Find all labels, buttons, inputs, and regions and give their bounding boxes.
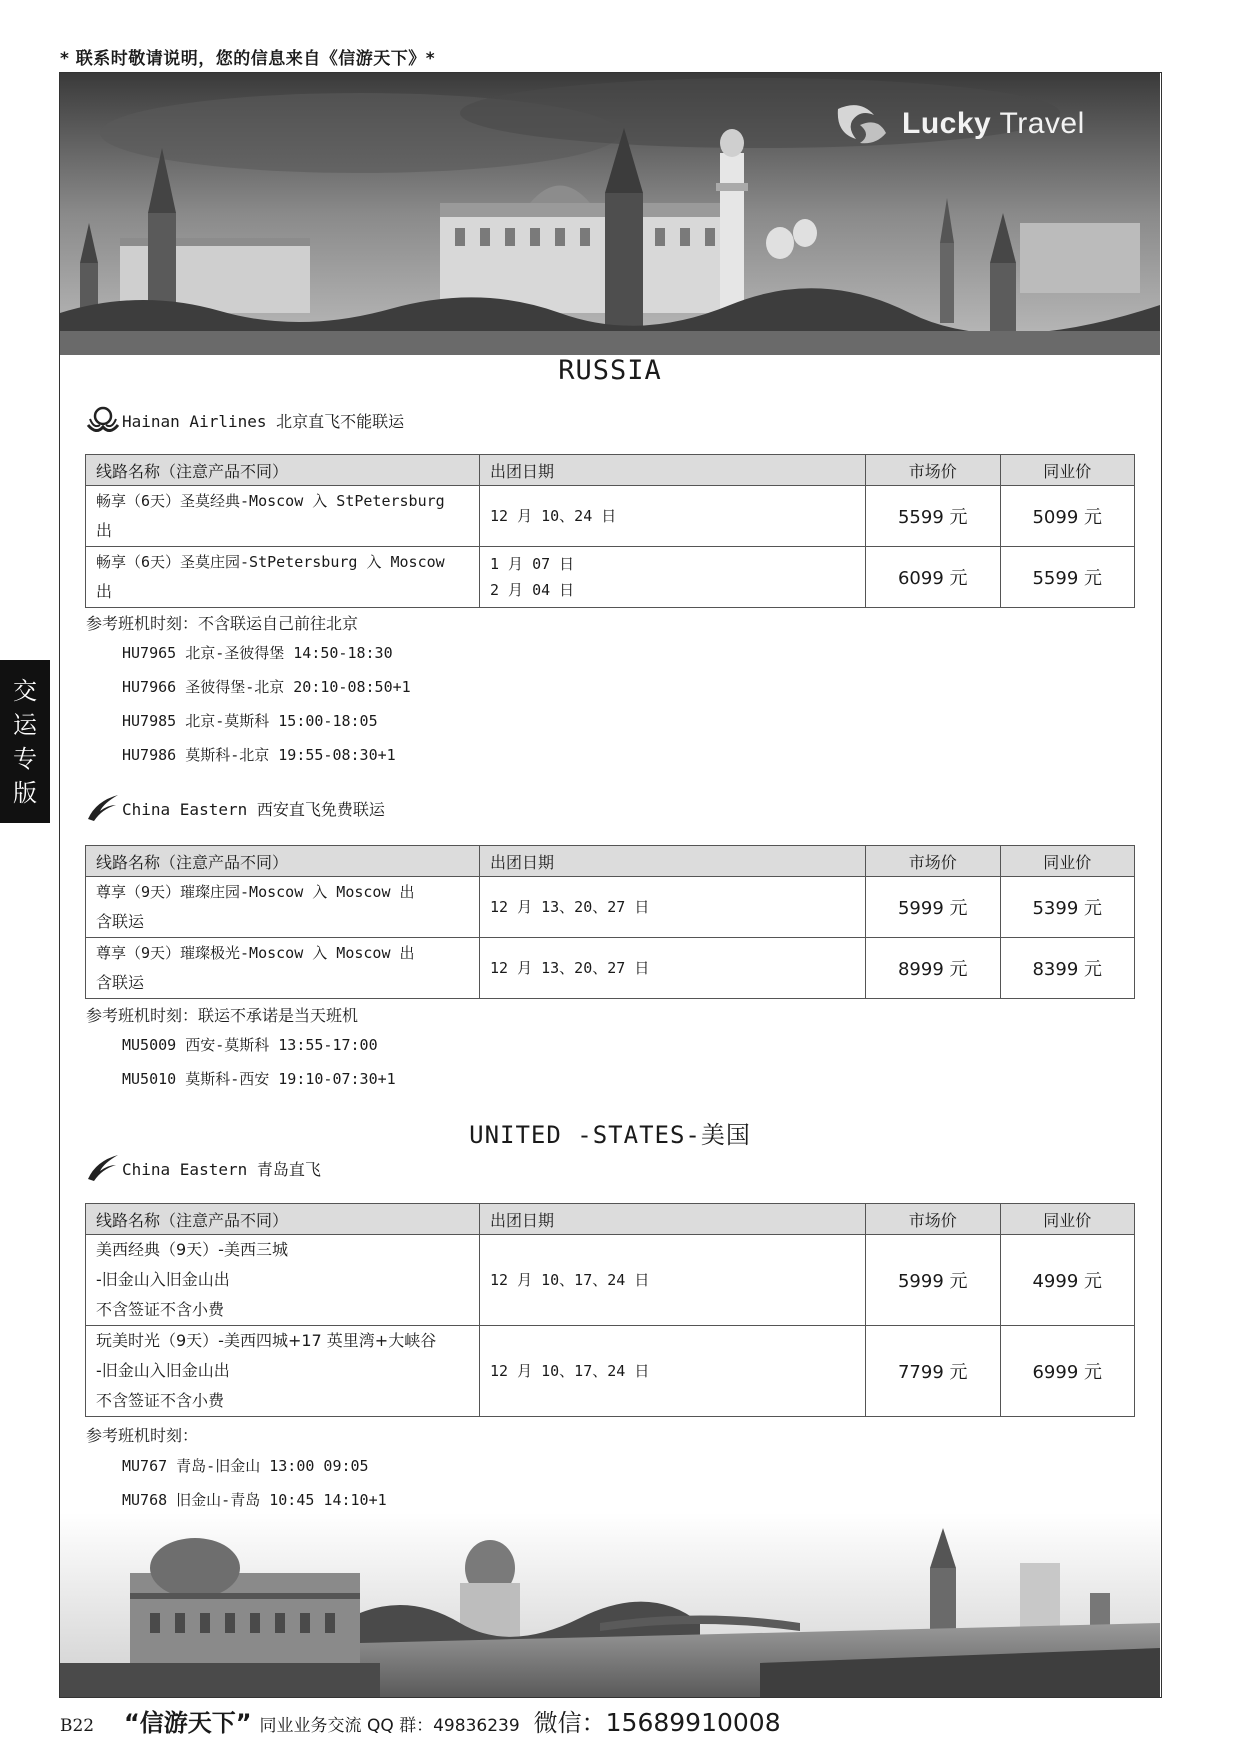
trade-price: 5399 元: [1000, 877, 1135, 938]
page-frame: [59, 72, 1162, 1698]
wechat-label: 微信：: [533, 1709, 606, 1737]
hainan-routes-table: [85, 454, 1135, 608]
lucky-travel-logo: [830, 99, 1085, 149]
wechat-number: 15689910008: [605, 1708, 781, 1737]
page-number: B22: [60, 1716, 95, 1736]
date-header: 出团日期: [480, 846, 866, 877]
usa-routes-table: [85, 1203, 1135, 1417]
table-row: [86, 877, 1135, 938]
china-eastern-routes-table: [85, 845, 1135, 999]
moscow-river-banner-image: [60, 1513, 1160, 1697]
table-header-row: [86, 846, 1135, 877]
market-price-header: 市场价: [866, 455, 1001, 486]
market-price: 6099 元: [866, 547, 1001, 608]
departure-date: 12 月 13、20、27 日: [480, 877, 866, 938]
list-item: HU7986 莫斯科-北京 19:55-08:30+1: [122, 746, 396, 764]
market-price-header: 市场价: [866, 1204, 1001, 1235]
list-item: MU5010 莫斯科-西安 19:10-07:30+1: [122, 1070, 396, 1088]
table-row: [86, 1235, 1135, 1326]
list-item: MU5009 西安-莫斯科 13:55-17:00: [122, 1036, 378, 1054]
route-name: 美西经典（9天）-美西三城: [96, 1240, 288, 1259]
side-tab-char: 专: [13, 744, 37, 773]
side-tab-char: 版: [13, 778, 37, 807]
route-name-cont: 出: [96, 582, 113, 601]
route-note: 不含签证不含小费: [96, 1391, 225, 1410]
list-item: HU7985 北京-莫斯科 15:00-18:05: [122, 712, 378, 730]
trade-price: 8399 元: [1000, 938, 1135, 999]
flight-schedule-list: [122, 1449, 387, 1517]
route-name: 畅享（6天）圣莫经典-Moscow 入 StPetersburg: [96, 492, 445, 510]
trade-price: 5099 元: [1000, 486, 1135, 547]
trade-price: 5599 元: [1000, 547, 1135, 608]
trade-price-header: 同业价: [1000, 846, 1135, 877]
market-price: 7799 元: [866, 1326, 1001, 1417]
reference-flight-note: 参考班机时刻：: [86, 1426, 199, 1445]
trade-price: 6999 元: [1000, 1326, 1135, 1417]
departure-date: 2 月 04 日: [490, 581, 575, 599]
route-note: 不含签证不含小费: [96, 1300, 225, 1319]
russia-title: RUSSIA: [558, 355, 662, 386]
list-item: HU7965 北京-圣彼得堡 14:50-18:30: [122, 644, 393, 662]
route-name: 玩美时光（9天）-美西四城+17 英里湾+大峡谷: [96, 1331, 437, 1350]
trade-price-header: 同业价: [1000, 455, 1135, 486]
route-name-cont: -旧金山入旧金山出: [96, 1361, 230, 1380]
list-item: MU767 青岛-旧金山 13:00 09:05: [122, 1457, 369, 1475]
reference-flight-note: 参考班机时刻：不含联运自己前往北京: [86, 614, 359, 633]
market-price-header: 市场价: [866, 846, 1001, 877]
departure-date: 12 月 13、20、27 日: [480, 938, 866, 999]
brand-name-light: Travel: [991, 107, 1085, 140]
hainan-airlines-logo-icon: [86, 405, 120, 435]
table-header-row: [86, 455, 1135, 486]
route-header: 线路名称（注意产品不同）: [86, 1204, 480, 1235]
date-header: 出团日期: [480, 1204, 866, 1235]
market-price: 8999 元: [866, 938, 1001, 999]
route-name-cont: -旧金山入旧金山出: [96, 1270, 230, 1289]
qq-group-info: 同业业务交流 QQ 群：49836239: [259, 1716, 520, 1736]
list-item: MU768 旧金山-青岛 10:45 14:10+1: [122, 1491, 387, 1509]
route-name: 畅享（6天）圣莫庄园-StPetersburg 入 Moscow: [96, 553, 445, 571]
market-price: 5599 元: [866, 486, 1001, 547]
trade-price: 4999 元: [1000, 1235, 1135, 1326]
footer-brand: “信游天下”: [124, 1709, 252, 1737]
notice: * 联系时敬请说明，您的信息来自《信游天下》*: [60, 49, 436, 69]
hainan-airline-heading: [86, 405, 404, 435]
route-name: 尊享（9天）璀璨极光-Moscow 入 Moscow 出: [96, 944, 415, 962]
table-header-row: [86, 1204, 1135, 1235]
table-row: [86, 486, 1135, 547]
route-header: 线路名称（注意产品不同）: [86, 455, 480, 486]
china-eastern-logo-icon: [86, 1153, 120, 1183]
departure-date: 12 月 10、17、24 日: [480, 1326, 866, 1417]
table-row: [86, 547, 1135, 608]
date-header: 出团日期: [480, 455, 866, 486]
usa-airline-heading: [86, 1153, 321, 1183]
footer: [60, 1703, 1240, 1739]
trade-price-header: 同业价: [1000, 1204, 1135, 1235]
side-tab-char: 交: [13, 676, 37, 705]
departure-date: 1 月 07 日: [490, 555, 575, 573]
china-eastern-heading: [86, 793, 385, 823]
lucky-travel-mark-icon: [830, 99, 890, 149]
departure-date: 12 月 10、24 日: [480, 486, 866, 547]
route-name: 尊享（9天）璀璨庄园-Moscow 入 Moscow 出: [96, 883, 415, 901]
hainan-airline-label: Hainan Airlines 北京直飞不能联运: [122, 411, 405, 431]
china-eastern-label: China Eastern 西安直飞免费联运: [122, 799, 385, 819]
side-tab-char: 运: [13, 710, 37, 739]
flight-schedule-list: [122, 1028, 396, 1096]
usa-airline-label: China Eastern 青岛直飞: [122, 1159, 321, 1179]
list-item: HU7966 圣彼得堡-北京 20:10-08:50+1: [122, 678, 411, 696]
table-row: [86, 1326, 1135, 1417]
route-name-cont: 出: [96, 521, 113, 540]
table-row: [86, 938, 1135, 999]
side-tab: [0, 660, 50, 823]
market-price: 5999 元: [866, 877, 1001, 938]
route-header: 线路名称（注意产品不同）: [86, 846, 480, 877]
reference-flight-note: 参考班机时刻：联运不承诺是当天班机: [86, 1006, 359, 1025]
market-price: 5999 元: [866, 1235, 1001, 1326]
china-eastern-logo-icon: [86, 793, 120, 823]
flight-schedule-list: [122, 636, 411, 772]
departure-date: 12 月 10、17、24 日: [480, 1235, 866, 1326]
brand-name-bold: Lucky: [902, 107, 992, 140]
route-name-cont: 含联运: [96, 973, 145, 992]
route-name-cont: 含联运: [96, 912, 145, 931]
usa-title: UNITED -STATES-美国: [469, 1121, 751, 1149]
